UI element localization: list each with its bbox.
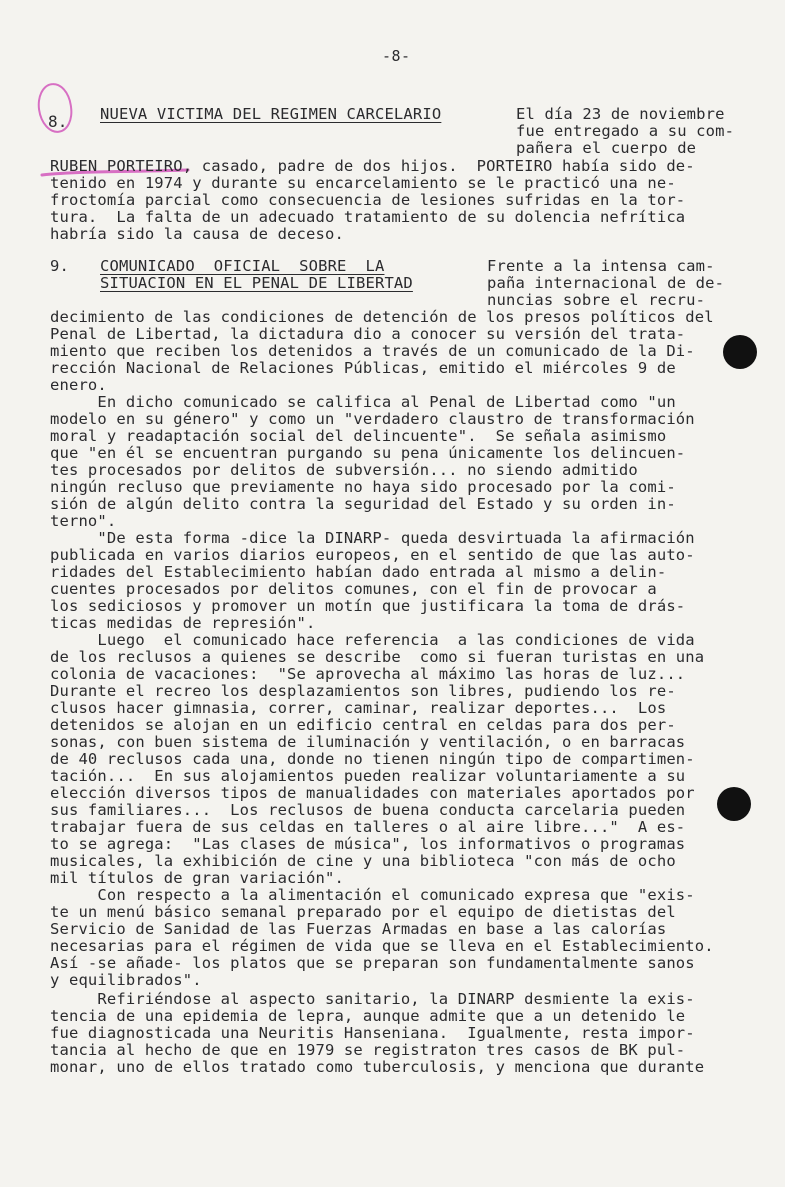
section-9-body-line: sión de algún delito contra la seguridad del Estado y su orden in- [50, 495, 676, 513]
section-9-body-line: tancia al hecho de que en 1979 se registraton tres casos de BK pul- [50, 1041, 686, 1059]
section-9-body-line: elección diversos tipos de manualidades con materiales aportados por [50, 784, 695, 802]
section-9-body-line: Así -se añade- los platos que se preparan son fundamentalmente sanos [50, 954, 695, 972]
section-9-body-line: ridades del Establecimiento habían dado entrada al mismo a delin- [50, 563, 667, 581]
section-9-body-line: clusos hacer gimnasia, correr, caminar, realizar deportes... Los [50, 699, 667, 717]
section-9-body-line: Servicio de Sanidad de las Fuerzas Armadas en base a las calorías [50, 920, 667, 938]
section-9-body-line: de 40 reclusos cada una, donde no tienen ningún tipo de compartimen- [50, 750, 695, 768]
section-9-body-line: to se agrega: "Las clases de música", los informativos o programas [50, 835, 686, 853]
section-8-side-line: El día 23 de noviembre [516, 105, 725, 123]
section-9-side-line: paña internacional de de- [487, 274, 725, 292]
section-9-body-line: sus familiares... Los reclusos de buena conducta carcelaria pueden [50, 801, 686, 819]
section-9-body-line: miento que reciben los detenidos a través de un comunicado de la Di- [50, 342, 695, 360]
section-9-body-line: cuentes procesados por delitos comunes, con el fin de provocar a [50, 580, 657, 598]
section-9-body-line: En dicho comunicado se califica al Penal de Libertad como "un [50, 393, 676, 411]
section-9-body-line: modelo en su género" y como un "verdadero claustro de transformación [50, 410, 695, 428]
section-8-body-line: habría sido la causa de deceso. [50, 225, 344, 243]
section-9-side-line: Frente a la intensa cam- [487, 257, 715, 275]
section-9-body-line: y equilibrados". [50, 971, 202, 989]
section-9-body-line: detenidos se alojan en un edificio central en celdas para dos per- [50, 716, 676, 734]
section-9-body-line: ningún recluso que previamente no haya sido procesado por la comi- [50, 478, 676, 496]
section-9-body-line: terno". [50, 512, 117, 530]
section-9-body-line: Penal de Libertad, la dictadura dio a conocer su versión del trata- [50, 325, 686, 343]
section-9-body-line: publicada en varios diarios europeos, en el sentido de que las auto- [50, 546, 695, 564]
section-9-body-line: necesarias para el régimen de vida que se lleva en el Establecimiento. [50, 937, 714, 955]
section-9-body-line: "De esta forma -dice la DINARP- queda desvirtuada la afirmación [50, 529, 695, 547]
section-8-body-line: RUBEN PORTEIRO, casado, padre de dos hijos. PORTEIRO había sido de- [50, 157, 695, 175]
page-number: -8- [382, 47, 411, 65]
section-9-body-line: sonas, con buen sistema de iluminación y ventilación, o en barracas [50, 733, 686, 751]
section-8-number: 8. [48, 112, 68, 131]
section-9-number: 9. [50, 257, 69, 275]
section-9-side-line: nuncias sobre el recru- [487, 291, 706, 309]
punch-hole-top [723, 335, 757, 369]
section-9-body-line: colonia de vacaciones: "Se aprovecha al máximo las horas de luz... [50, 665, 686, 683]
section-8-side-line: fue entregado a su com- [516, 122, 735, 140]
section-9-body-line: te un menú básico semanal preparado por el equipo de dietistas del [50, 903, 676, 921]
section-8-body-line: tenido en 1974 y durante su encarcelamiento se le practicó una ne- [50, 174, 676, 192]
section-9-body-line: tación... En sus alojamientos pueden realizar voluntariamente a su [50, 767, 686, 785]
section-9-heading-line-2: SITUACION EN EL PENAL DE LIBERTAD [100, 274, 413, 292]
section-9-body-line: tes procesados por delitos de subversión... no siendo admitido [50, 461, 638, 479]
section-9-body-line: Durante el recreo los desplazamientos son libres, pudiendo los re- [50, 682, 676, 700]
section-9-body-line: que "en él se encuentran purgando su pena únicamente los delincuen- [50, 444, 686, 462]
section-9-body-line: tencia de una epidemia de lepra, aunque admite que a un detenido le [50, 1007, 686, 1025]
section-8-body-line: froctomía parcial como consecuencia de lesiones sufridas en la tor- [50, 191, 686, 209]
section-9-body-line: mil títulos de gran variación". [50, 869, 344, 887]
section-9-body-line: los sediciosos y promover un motín que justificara la toma de drás- [50, 597, 686, 615]
section-9-body-line: moral y readaptación social del delincuente". Se señala asimismo [50, 427, 667, 445]
section-8-side-line: pañera el cuerpo de [516, 139, 697, 157]
section-9-heading-line-1: COMUNICADO OFICIAL SOBRE LA [100, 257, 385, 275]
section-9-body-line: ticas medidas de represión". [50, 614, 316, 632]
section-8-heading: NUEVA VICTIMA DEL REGIMEN CARCELARIO [100, 105, 442, 123]
section-9-body-line: Luego el comunicado hace referencia a las condiciones de vida [50, 631, 695, 649]
section-9-body-line: monar, uno de ellos tratado como tuberculosis, y menciona que durante [50, 1058, 705, 1076]
section-9-body-line: decimiento de las condiciones de detención de los presos políticos del [50, 308, 714, 326]
section-9-body-line: de los reclusos a quienes se describe como si fueran turistas en una [50, 648, 705, 666]
section-9-body-line: Refiriéndose al aspecto sanitario, la DINARP desmiente la exis- [50, 990, 695, 1008]
section-8-body-line: tura. La falta de un adecuado tratamiento de su dolencia nefrítica [50, 208, 686, 226]
section-9-body-line: enero. [50, 376, 107, 394]
section-9-body-line: musicales, la exhibición de cine y una biblioteca "con más de ocho [50, 852, 676, 870]
punch-hole-bottom [717, 787, 751, 821]
section-9-body-line: rección Nacional de Relaciones Públicas, emitido el miércoles 9 de [50, 359, 676, 377]
section-9-body-line: fue diagnosticada una Neuritis Hanseniana. Igualmente, resta impor- [50, 1024, 695, 1042]
section-9-body-line: Con respecto a la alimentación el comunicado expresa que "exis- [50, 886, 695, 904]
section-9-body-line: trabajar fuera de sus celdas en talleres o al aire libre..." A es- [50, 818, 686, 836]
